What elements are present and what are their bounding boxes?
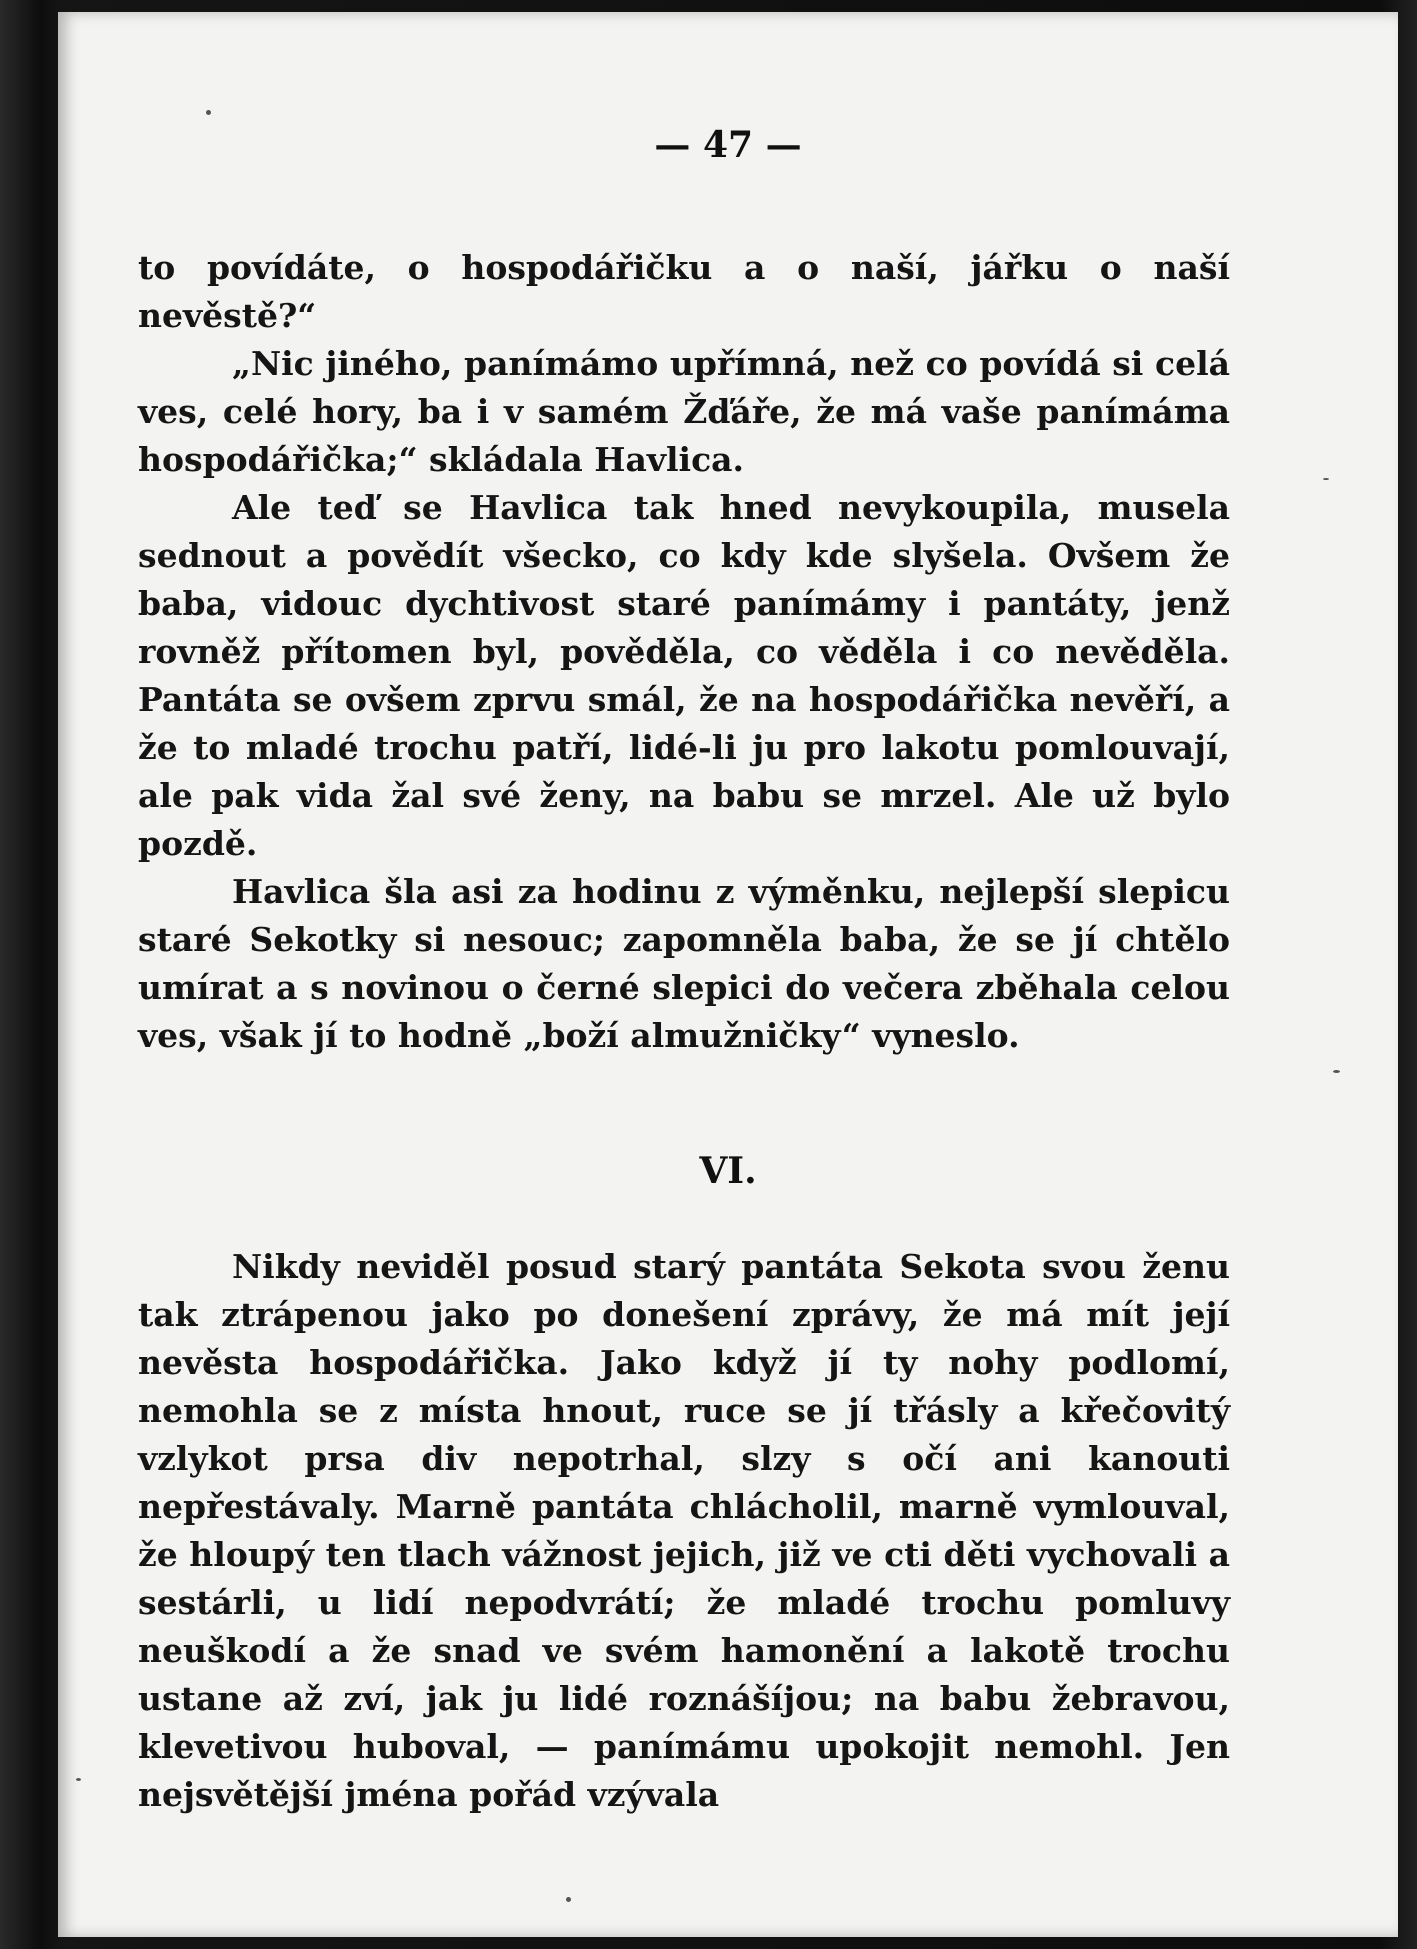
page-number: — 47 — (654, 124, 802, 166)
text-section-1 (138, 244, 1230, 1060)
paragraph: Nikdy neviděl posud starý pantáta Sekota svou ženu tak ztrápenou jako po donešení zprávy, že má mít její nevěsta hospodářička. Jako když jí ty nohy podlomí, nemohla se z místa hnout, ruce se jí třásly a křečovitý vzlykot prsa div nepotrhal, slzy s očí ani kanouti nepřestávaly. Marně pantáta chlácholil, marně vymlouval, že hloupý ten tlach vážnost jejich, již ve cti děti vychovali a sestárli, u lidí nepodvrátí; že mladé trochu pomluvy neuškodí a že snad ve svém hamonění a lakotě trochu ustane až zví, jak ju lidé roznášíjou; na babu žebravou, klevetivou huboval, — panímámu upokojit nemohl. Jen nejsvětější jména pořád vzývala (138, 1247, 1230, 1814)
scan-speck (1333, 1070, 1340, 1073)
book-page (58, 12, 1398, 1937)
paragraph: Ale teď se Havlica tak hned nevykoupila, musela sednout a povědít všecko, co kdy kde slyšela. Ovšem že baba, vidouc dychtivost staré panímámy i pantáty, jenž rovněž přítomen byl, pověděla, co věděla i co nevěděla. Pantáta se ovšem zprvu smál, že na hospodářička nevěří, a že to mladé trochu patří, lidé-li ju pro lakotu pomlouvají, ale pak vida žal své ženy, na babu se mrzel. Ale už bylo pozdě. (138, 488, 1230, 863)
scan-speck (566, 1897, 571, 1902)
scan-speck (76, 1778, 81, 1781)
scan-speck (206, 110, 211, 115)
paragraph: Havlica šla asi za hodinu z výměnku, nejlepší slepicu staré Sekotky si nesouc; zapomněla baba, že se jí chtělo umírat a s novinou o černé slepici do večera zběhala celou ves, však jí to hodně „boží almužničky“ vyneslo. (138, 872, 1230, 1055)
text-section-2 (138, 1243, 1230, 1819)
chapter-heading: VI. (699, 1150, 757, 1192)
scan-speck (1323, 478, 1329, 480)
paragraph: „Nic jiného, panímámo upřímná, než co povídá si celá ves, celé hory, ba i v samém Žďáře, že má vaše panímáma hospodářička;“ skládala Havlica. (138, 344, 1230, 479)
paragraph: to povídáte, o hospodářičku a o naší, jářku o naší nevěstě?“ (138, 248, 1230, 335)
